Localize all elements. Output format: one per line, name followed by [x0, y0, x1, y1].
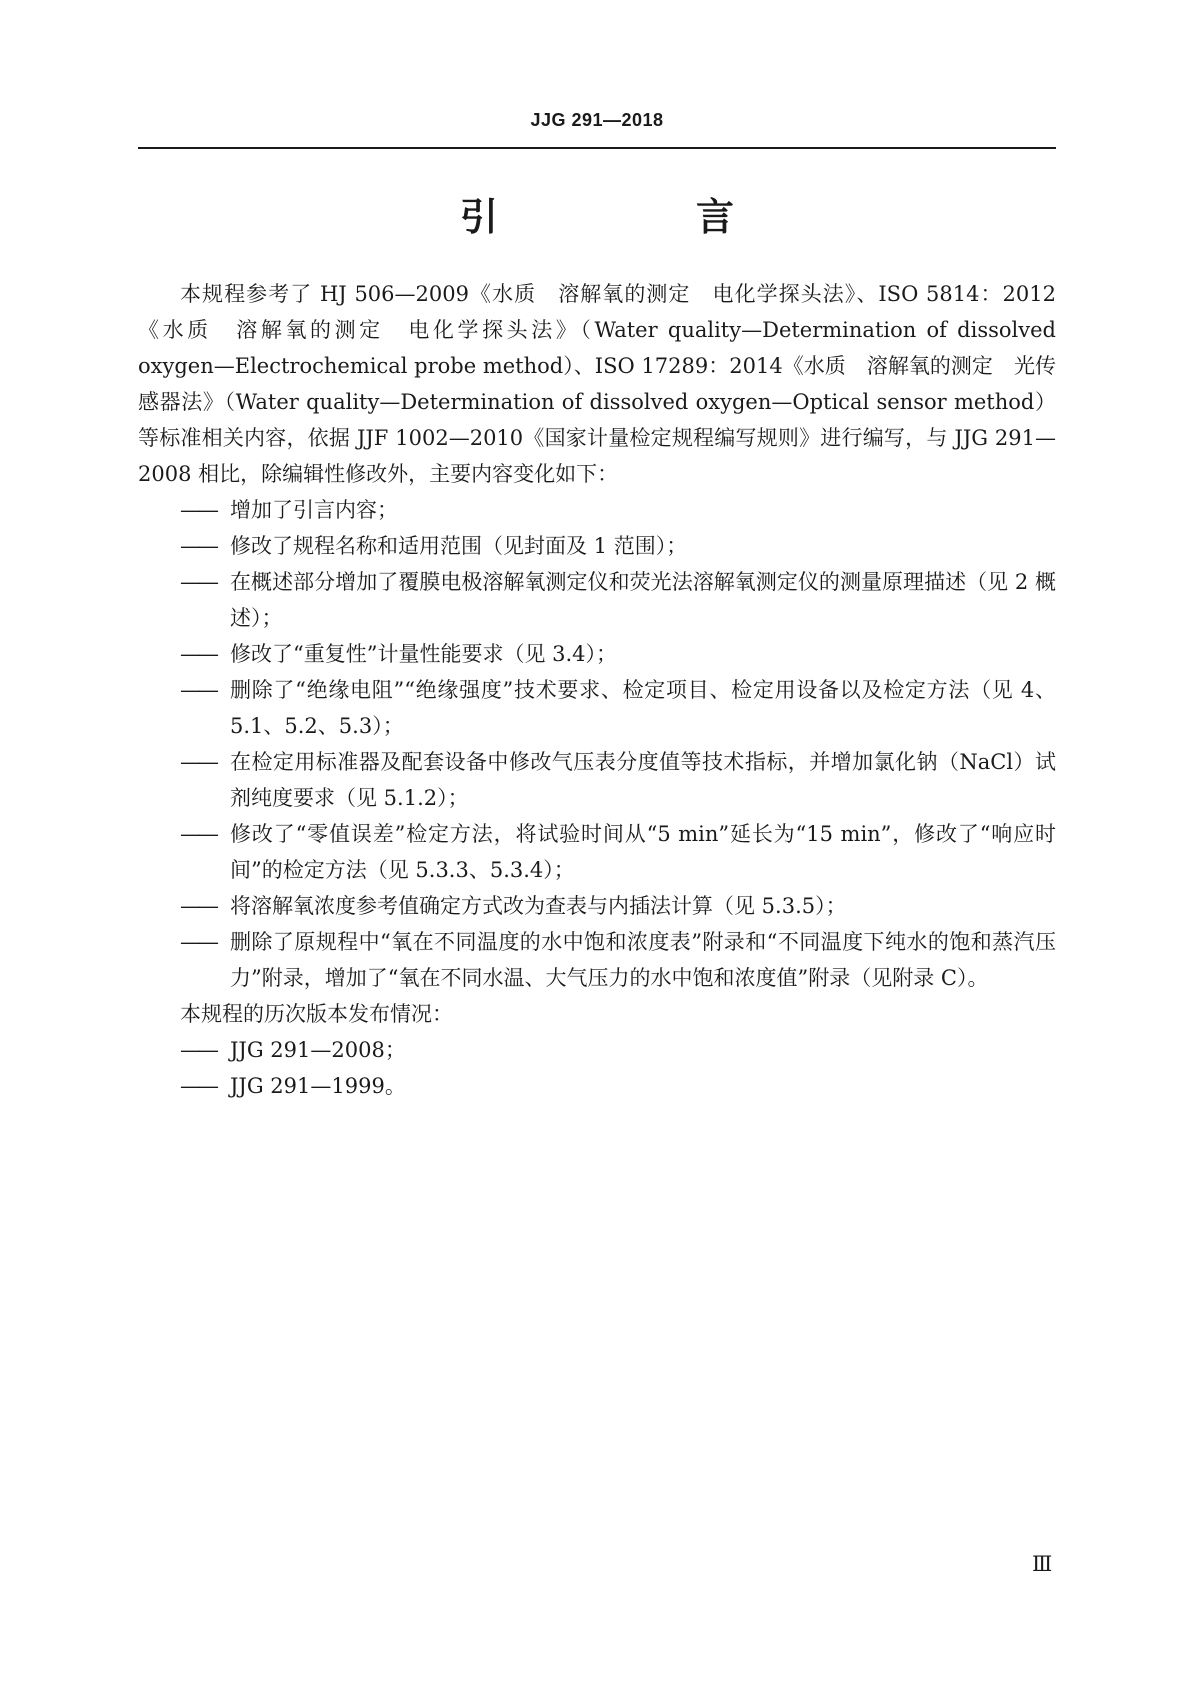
change-text: 修改了“零值误差”检定方法，将试验时间从“5 min”延长为“15 min”，修改了“响应时间”的检定方法（见 5.3.3、5.3.4）； [230, 822, 1056, 882]
dash-marker: —— [180, 750, 216, 774]
change-item [138, 672, 1056, 744]
change-item [138, 528, 1056, 564]
changes-list [138, 492, 1056, 996]
change-item [138, 564, 1056, 636]
change-item [138, 492, 1056, 528]
change-text: 删除了原规程中“氧在不同温度的水中饱和浓度表”附录和“不同温度下纯水的饱和蒸汽压力”附录，增加了“氧在不同水温、大气压力的水中饱和浓度值”附录（见附录 C）。 [230, 930, 1056, 990]
dash-marker: —— [180, 498, 216, 522]
dash-marker: —— [180, 894, 216, 918]
change-item [138, 816, 1056, 888]
dash-marker: —— [180, 930, 216, 954]
running-header: JJG 291—2018 [530, 110, 664, 130]
history-list [138, 1032, 1056, 1104]
dash-marker: —— [180, 642, 216, 666]
history-text: JJG 291—2008； [230, 1038, 406, 1062]
change-text: 删除了“绝缘电阻”“绝缘强度”技术要求、检定项目、检定用设备以及检定方法（见 4、5.1、5.2、5.3）； [230, 678, 1056, 738]
change-text: 修改了规程名称和适用范围（见封面及 1 范围）； [230, 534, 688, 558]
document-body [138, 276, 1056, 1104]
change-text: 将溶解氧浓度参考值确定方式改为查表与内插法计算（见 5.3.5）； [230, 894, 847, 918]
change-item [138, 888, 1056, 924]
dash-marker: —— [180, 1038, 216, 1062]
change-text: 在概述部分增加了覆膜电极溶解氧测定仪和荧光法溶解氧测定仪的测量原理描述（见 2 概述）； [230, 570, 1056, 630]
dash-marker: —— [180, 822, 216, 846]
change-item [138, 924, 1056, 996]
change-text: 增加了引言内容； [230, 498, 398, 522]
header-rule [138, 147, 1056, 149]
change-item [138, 744, 1056, 816]
dash-marker: —— [180, 678, 216, 702]
history-item [138, 1032, 1056, 1068]
page-title: 引 言 [459, 195, 814, 239]
change-item [138, 636, 1056, 672]
dash-marker: —— [180, 534, 216, 558]
page-number: Ⅲ [1032, 1552, 1053, 1576]
dash-marker: —— [180, 1074, 216, 1098]
intro-paragraph: 本规程参考了 HJ 506—2009《水质 溶解氧的测定 电化学探头法》、ISO 5814：2012《水质 溶解氧的测定 电化学探头法》（Water quality—Determination of dissolved oxygen—Electrochemical probe method）、ISO 17289：2014《水质 溶解氧的测定 光传感器法》（Water quality—Determination of dissolved oxygen—Optical sensor method）等标准相关内容，依据 JJF 1002—2010《国家计量检定规程编写规则》进行编写，与 JJG 291—2008 相比，除编辑性修改外，主要内容变化如下： [138, 282, 1056, 486]
change-text: 修改了“重复性”计量性能要求（见 3.4）； [230, 642, 618, 666]
history-label: 本规程的历次版本发布情况： [180, 1002, 453, 1026]
change-text: 在检定用标准器及配套设备中修改气压表分度值等技术指标，并增加氯化钠（NaCl）试剂纯度要求（见 5.1.2）； [230, 750, 1056, 810]
dash-marker: —— [180, 570, 216, 594]
history-item [138, 1068, 1056, 1104]
history-text: JJG 291—1999。 [230, 1074, 406, 1098]
